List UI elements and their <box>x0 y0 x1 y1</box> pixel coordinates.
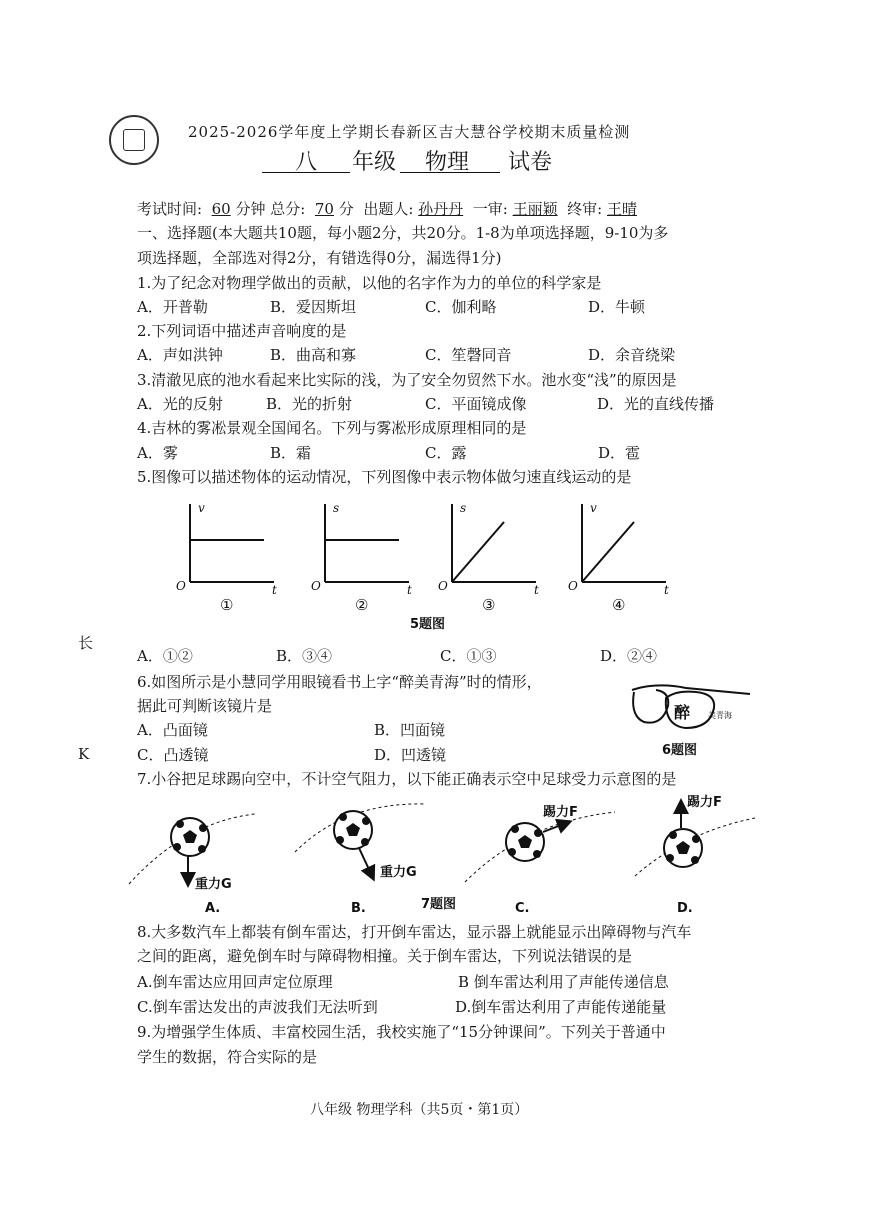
q3-option-c: C．平面镜成像 <box>425 395 527 413</box>
q9-stem-2: 学生的数据，符合实际的是 <box>137 1048 318 1066</box>
time-value: 60 <box>211 200 231 218</box>
q5-graph-1 <box>176 501 277 614</box>
q6-caption: 6题图 <box>662 743 698 758</box>
school-logo <box>109 115 159 165</box>
x-axis-label: t <box>664 583 669 597</box>
q7-b-force-label: 重力G <box>380 865 417 880</box>
q7-option-c-diagram <box>465 804 615 916</box>
football-icon <box>664 829 702 867</box>
q6-big-char: 醉 <box>674 703 691 722</box>
review2-name: 王晴 <box>606 200 637 218</box>
q6-small-chars: 美青海 <box>708 711 732 720</box>
grade-suffix: 年级 <box>352 150 397 175</box>
q5-graph-3 <box>438 501 539 614</box>
q5-option-b: B．③④ <box>276 647 333 665</box>
q5-graph-4 <box>568 501 669 614</box>
q7-diagram-svg <box>125 792 765 920</box>
q1-option-a: A．开普勒 <box>137 298 208 316</box>
q1-stem: 1.为了纪念对物理学做出的贡献，以他的名字作为力的单位的科学家是 <box>137 274 602 292</box>
q4-option-a: A．雾 <box>137 444 178 462</box>
origin-label: O <box>438 579 448 593</box>
q7-c-force-label: 踢力F <box>543 805 578 820</box>
q2-stem: 2.下列词语中描述声音响度的是 <box>137 322 347 340</box>
y-axis-label: s <box>333 501 340 515</box>
x-axis-label: t <box>407 583 412 597</box>
q7-option-d-diagram <box>635 794 755 916</box>
exam-title: 2025-2026学年度上学期长春新区吉大慧谷学校期末质量检测 <box>188 123 631 141</box>
review1-name: 王丽颖 <box>512 200 558 218</box>
exam-info <box>137 199 637 219</box>
q2-option-c: C．笙磬同音 <box>425 346 512 364</box>
q5-graphs-svg <box>170 498 690 638</box>
q5-caption: 5题图 <box>410 617 446 632</box>
q4-option-c: C．露 <box>425 444 467 462</box>
score-value: 70 <box>314 200 334 218</box>
q7-stem: 7.小谷把足球踢向空中，不计空气阻力，以下能正确表示空中足球受力示意图的是 <box>137 770 677 788</box>
q5-option-d: D．②④ <box>600 647 658 665</box>
q8-option-a: A.倒车雷达应用回声定位原理 <box>137 973 333 991</box>
data-line <box>582 522 634 582</box>
margin-mark-1: 长 <box>78 634 94 652</box>
margin-mark-2: K <box>78 745 90 763</box>
q7-option-b-diagram <box>295 804 425 916</box>
time-label: 考试时间: <box>137 200 203 218</box>
force-arrow <box>359 848 373 878</box>
q6-option-c: C．凸透镜 <box>137 746 209 764</box>
q7-option-a-diagram <box>129 814 255 916</box>
graph-number: ③ <box>482 596 496 614</box>
q5-option-c: C．①③ <box>440 647 497 665</box>
score-unit: 分 <box>338 200 354 218</box>
q8-option-c: C.倒车雷达发出的声波我们无法听到 <box>137 998 378 1016</box>
y-axis-label: s <box>460 501 467 515</box>
q3-option-d: D．光的直线传播 <box>597 395 715 413</box>
q7-a-label: A. <box>205 901 221 916</box>
origin-label: O <box>176 579 186 593</box>
q3-stem: 3.清澈见底的池水看起来比实际的浅，为了安全勿贸然下水。池水变“浅”的原因是 <box>137 371 677 389</box>
q4-stem: 4.吉林的雾凇景观全国闻名。下列与雾凇形成原理相同的是 <box>137 419 527 437</box>
graph-number: ① <box>220 596 234 614</box>
q8-stem-2: 之间的距离，避免倒车时与障碍物相撞。关于倒车雷达，下列说法错误的是 <box>137 947 633 965</box>
section-instructions-1: 一、选择题(本大题共10题，每小题2分，共20分。1-8为单项选择题，9-10为多 <box>137 224 669 242</box>
q5-graph-2 <box>311 501 412 614</box>
q1-option-c: C．伽利略 <box>425 298 497 316</box>
origin-label: O <box>311 579 321 593</box>
x-axis-label: t <box>272 583 277 597</box>
data-line <box>452 522 504 582</box>
q2-option-b: B．曲高和寡 <box>270 346 357 364</box>
q7-b-label: B. <box>351 901 366 916</box>
q6-figure <box>626 676 756 760</box>
origin-label: O <box>568 579 578 593</box>
graph-number: ② <box>355 596 369 614</box>
glasses-icon <box>626 676 756 760</box>
q7-d-force-label: 踢力F <box>687 795 722 810</box>
q4-option-d: D．雹 <box>598 444 641 462</box>
q8-stem-1: 8.大多数汽车上都装有倒车雷达，打开倒车雷达，显示器上就能显示出障碍物与汽车 <box>137 923 692 941</box>
q6-stem-1: 6.如图所示是小慧同学用眼镜看书上字“醉美青海”时的情形， <box>137 673 542 691</box>
football-icon <box>171 818 209 856</box>
q7-caption: 7题图 <box>421 897 457 912</box>
football-icon <box>506 823 544 861</box>
q8-option-b: B 倒车雷达利用了声能传递信息 <box>458 973 669 991</box>
q2-option-d: D．余音绕梁 <box>588 346 676 364</box>
q1-option-b: B．爱因斯坦 <box>270 298 357 316</box>
q3-option-b: B．光的折射 <box>266 395 353 413</box>
paper-label: 试卷 <box>508 150 553 175</box>
q5-figure <box>170 498 690 638</box>
q6-option-b: B．凹面镜 <box>374 721 446 739</box>
q6-option-d: D．凹透镜 <box>374 746 447 764</box>
q7-d-label: D. <box>677 901 693 916</box>
section-instructions-2: 项选择题，全部选对得2分，有错选得0分，漏选得1分) <box>137 249 502 267</box>
q2-option-a: A．声如洪钟 <box>137 346 223 364</box>
review2-label: 终审: <box>567 200 603 218</box>
q7-c-label: C. <box>515 901 530 916</box>
x-axis-label: t <box>534 583 539 597</box>
subject-value: 物理 <box>425 150 470 175</box>
q7-a-force-label: 重力G <box>195 877 232 892</box>
q3-option-a: A．光的反射 <box>137 395 223 413</box>
page-footer: 八年级 物理学科（共5页・第1页） <box>310 1102 529 1118</box>
q4-option-b: B．霜 <box>270 444 312 462</box>
author-name: 孙丹丹 <box>418 200 464 218</box>
author-label: 出题人: <box>363 200 414 218</box>
q6-option-a: A．凸面镜 <box>137 721 208 739</box>
football-icon <box>334 811 372 849</box>
q1-option-d: D．牛顿 <box>588 298 646 316</box>
y-axis-label: v <box>198 501 205 515</box>
q5-stem: 5.图像可以描述物体的运动情况，下列图像中表示物体做匀速直线运动的是 <box>137 468 632 486</box>
q8-option-d: D.倒车雷达利用了声能传递能量 <box>455 998 667 1016</box>
q9-stem-1: 9.为增强学生体质、丰富校园生活，我校实施了“15分钟课间”。下列关于普通中 <box>137 1023 666 1041</box>
kick-force-arrow <box>543 822 569 832</box>
review1-label: 一审: <box>472 200 508 218</box>
q5-option-a: A．①② <box>137 647 193 665</box>
grade-value: 八 <box>295 150 318 175</box>
y-axis-label: v <box>590 501 597 515</box>
time-unit: 分钟 <box>235 200 266 218</box>
graph-number: ④ <box>612 596 626 614</box>
q6-stem-2: 据此可判断该镜片是 <box>137 697 273 715</box>
score-label: 总分: <box>270 200 306 218</box>
q7-figure <box>125 792 765 920</box>
